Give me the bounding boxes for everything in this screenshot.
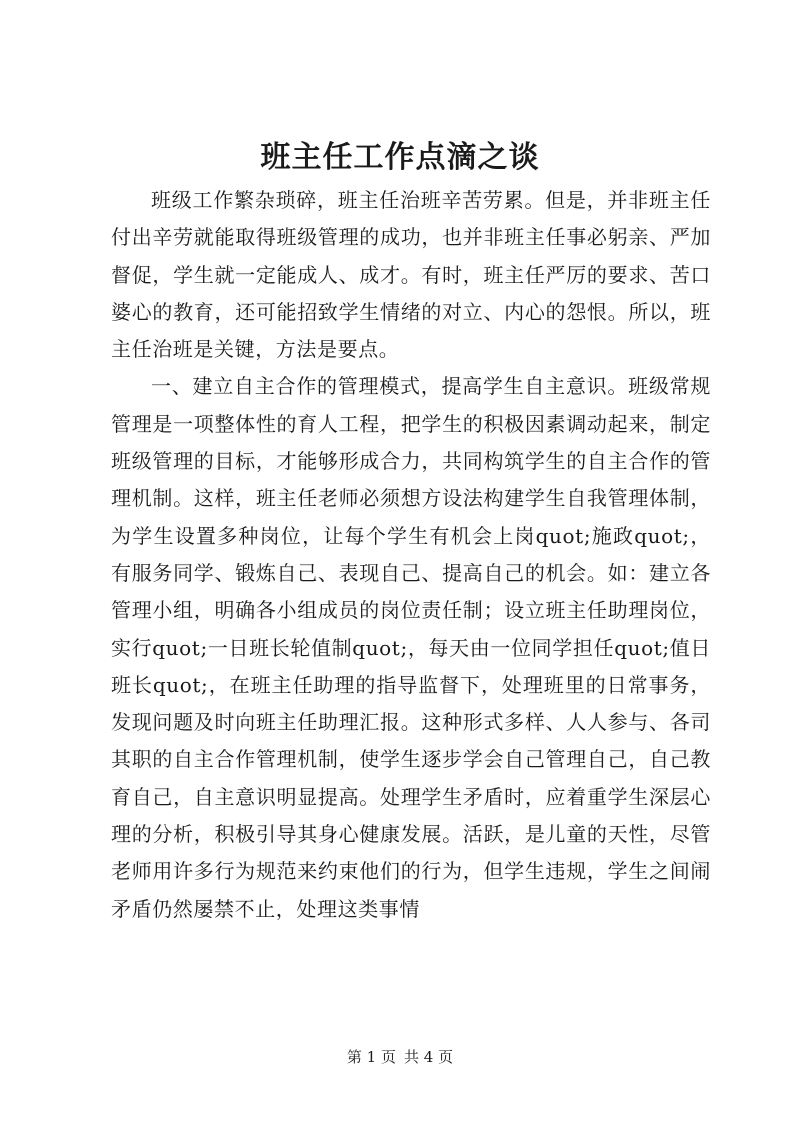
page-footer bbox=[0, 1046, 800, 1068]
page-number: 第 1 页 bbox=[346, 1048, 396, 1066]
document-title: 班主任工作点滴之谈 bbox=[260, 140, 540, 175]
paragraph-section-one: 一、建立自主合作的管理模式，提高学生自主意识。班级常规管理是一项整体性的育人工程，把学生的积极因素调动起来，制定班级管理的目标，才能够形成合力，共同构筑学生的自主合作的管理机制。这样，班主任老师必须想方设法构建学生自我管理体制，为学生设置多种岗位，让每个学生有机会上岗quot;施政quot;，有服务同学、锻炼自己、表现自己、提高自己的机会。如：建立各管理小组，明确各小组成员的岗位责任制；设立班主任助理岗位，实行quot;一日班长轮值制quot;，每天由一位同学担任quot;值日班长quot;，在班主任助理的指导监督下，处理班里的日常事务，发现问题及时向班主任助理汇报。这种形式多样、人人参与、各司其职的自主合作管理机制，使学生逐步学会自己管理自己，自己教育自己，自主意识明显提高。处理学生矛盾时，应着重学生深层心理的分析，积极引导其身心健康发展。活跃，是儿童的天性，尽管老师用许多行为规范来约束他们的行为，但学生违规，学生之间闹矛盾仍然屡禁不止，处理这类事情 bbox=[111, 374, 711, 921]
document-body bbox=[111, 182, 711, 928]
paragraph-intro: 班级工作繁杂琐碎，班主任治班辛苦劳累。但是，并非班主任付出辛劳就能取得班级管理的成功，也并非班主任事必躬亲、严加督促，学生就一定能成人、成才。有时，班主任严厉的要求、苦口婆心的教育，还可能招致学生情绪的对立、内心的怨恨。所以，班主任治班是关键，方法是要点。 bbox=[111, 188, 711, 362]
page-total: 共 4 页 bbox=[404, 1048, 454, 1066]
